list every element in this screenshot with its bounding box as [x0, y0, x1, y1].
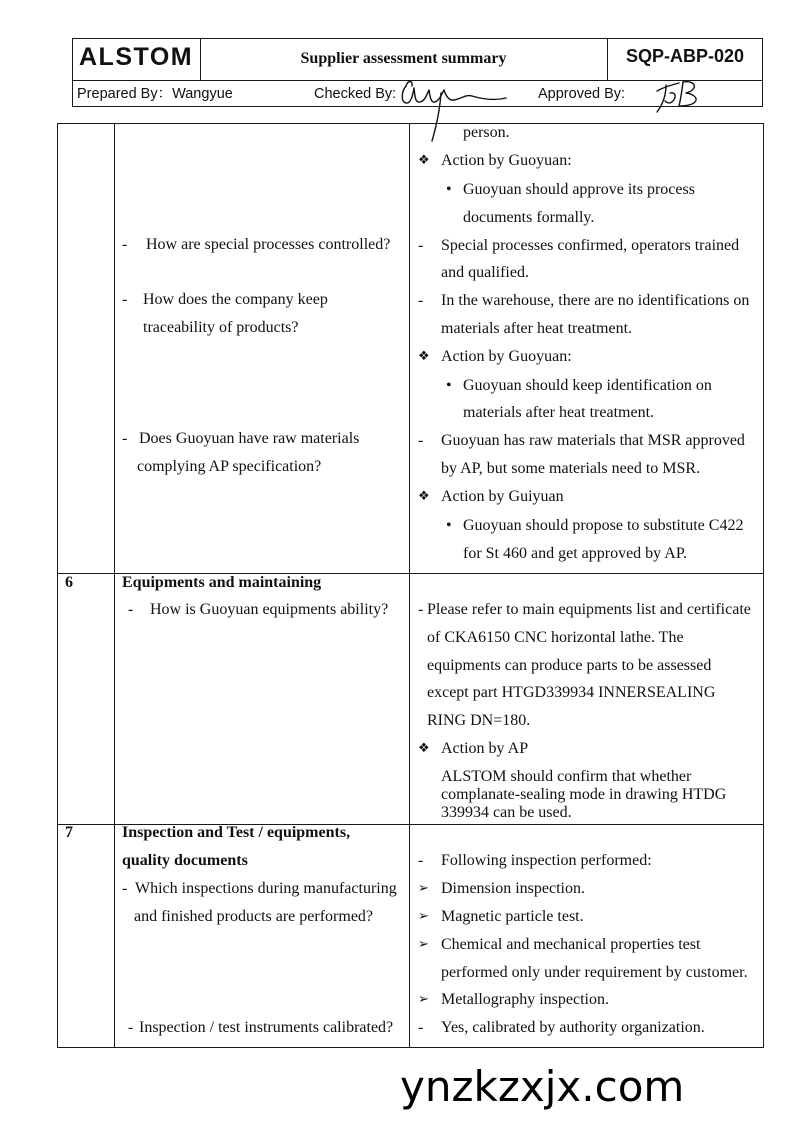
finding-line: Action by Guiyuan — [441, 488, 564, 505]
dash-marker: - — [418, 1019, 424, 1036]
item-number: 7 — [65, 824, 73, 841]
finding-line: Special processes confirmed, operators trained — [441, 237, 740, 254]
diamond-bullet-icon: ❖ — [418, 349, 430, 364]
checked-by-signature — [395, 76, 515, 146]
finding-line: by AP, but some materials need to MSR. — [441, 460, 701, 477]
question-line: How are special processes controlled? — [146, 236, 391, 253]
item-number-cell — [57, 824, 114, 1047]
diamond-bullet-icon: ❖ — [418, 153, 430, 168]
finding-line: RING DN=180. — [427, 712, 531, 729]
dash-marker: - — [418, 237, 424, 254]
question-line: complying AP specification? — [137, 458, 322, 475]
dash-marker: - — [122, 430, 128, 447]
finding-line: 339934 can be used. — [441, 804, 572, 821]
question-line: Which inspections during manufacturing — [135, 880, 397, 897]
arrow-bullet-icon: ➢ — [418, 881, 429, 896]
diamond-bullet-icon: ❖ — [418, 741, 430, 756]
finding-line: Guoyuan has raw materials that MSR approved — [441, 432, 745, 449]
finding-cell — [409, 123, 763, 573]
finding-line: person. — [463, 124, 510, 141]
finding-line: Guoyuan should propose to substitute C422 — [463, 517, 744, 534]
dot-bullet-icon: • — [446, 181, 452, 198]
item-number-cell — [57, 123, 114, 573]
finding-line: Magnetic particle test. — [441, 908, 584, 925]
finding-line: Action by Guoyuan: — [441, 348, 572, 365]
finding-line: Guoyuan should keep identification on — [463, 377, 712, 394]
finding-line: complanate-sealing mode in drawing HTDG — [441, 786, 727, 803]
arrow-bullet-icon: ➢ — [418, 937, 429, 952]
finding-line: Following inspection performed: — [441, 852, 652, 869]
document-title: Supplier assessment summary — [300, 50, 507, 67]
finding-line: In the warehouse, there are no identifications on — [441, 292, 750, 309]
finding-cell — [409, 573, 763, 824]
finding-line: except part HTGD339934 INNERSEALING — [427, 684, 716, 701]
dash-marker: - — [418, 432, 424, 449]
finding-line: equipments can produce parts to be assessed — [427, 657, 712, 674]
question-cell — [114, 123, 409, 573]
finding-line: Action by Guoyuan: — [441, 152, 572, 169]
dash-marker: - — [122, 291, 128, 308]
dash-marker: - — [418, 292, 424, 309]
question-line: and finished products are performed? — [134, 908, 374, 925]
arrow-bullet-icon: ➢ — [418, 909, 429, 924]
finding-cell — [409, 824, 763, 1047]
diamond-bullet-icon: ❖ — [418, 489, 430, 504]
question-line: How is Guoyuan equipments ability? — [150, 601, 389, 618]
finding-line: Yes, calibrated by authority organization. — [441, 1019, 705, 1036]
watermark: ynzkzxjx.com — [400, 1062, 685, 1111]
dot-bullet-icon: • — [446, 377, 452, 394]
question-line: Inspection / test instruments calibrated? — [139, 1019, 394, 1036]
finding-line: Metallography inspection. — [441, 991, 609, 1008]
alstom-logo: ALSTOM — [79, 43, 194, 71]
dash-marker: - — [128, 601, 134, 618]
approved-by-label: Approved By: — [538, 86, 626, 102]
question-line: How does the company keep — [143, 291, 328, 308]
question-cell — [114, 824, 409, 1047]
dash-marker: - — [418, 601, 424, 618]
finding-line: performed only under requirement by customer. — [441, 964, 748, 981]
arrow-bullet-icon: ➢ — [418, 992, 429, 1007]
document-code: SQP-ABP-020 — [625, 46, 745, 66]
finding-line: materials after heat treatment. — [463, 404, 655, 421]
finding-line: documents formally. — [463, 209, 595, 226]
question-cell — [114, 573, 409, 824]
checked-by-label: Checked By: — [314, 86, 397, 102]
finding-line: of CKA6150 CNC horizontal lathe. The — [427, 629, 684, 646]
finding-line: Dimension inspection. — [441, 880, 585, 897]
dash-marker: - — [122, 236, 128, 253]
question-line: traceability of products? — [143, 319, 299, 336]
finding-line: for St 460 and get approved by AP. — [463, 545, 687, 562]
finding-line: and qualified. — [441, 264, 529, 281]
section-heading: Inspection and Test / equipments, — [122, 824, 351, 841]
finding-line: Action by AP — [441, 740, 529, 757]
section-heading: quality documents — [122, 852, 248, 869]
dash-marker: - — [418, 852, 424, 869]
dash-marker: - — [128, 1019, 134, 1036]
approved-by-signature — [650, 78, 706, 116]
question-line: Does Guoyuan have raw materials — [139, 430, 360, 447]
item-number: 6 — [65, 574, 73, 591]
dot-bullet-icon: • — [446, 517, 452, 534]
finding-line: Guoyuan should approve its process — [463, 181, 695, 198]
finding-line: Please refer to main equipments list and certificate — [427, 601, 751, 618]
section-heading: Equipments and maintaining — [122, 574, 322, 591]
item-number-cell — [57, 573, 114, 824]
prepared-by: Prepared By：Wangyue — [77, 86, 233, 102]
finding-line: ALSTOM should confirm that whether — [441, 768, 692, 785]
finding-line: Chemical and mechanical properties test — [441, 936, 701, 953]
finding-line: materials after heat treatment. — [441, 320, 633, 337]
dash-marker: - — [122, 880, 128, 897]
